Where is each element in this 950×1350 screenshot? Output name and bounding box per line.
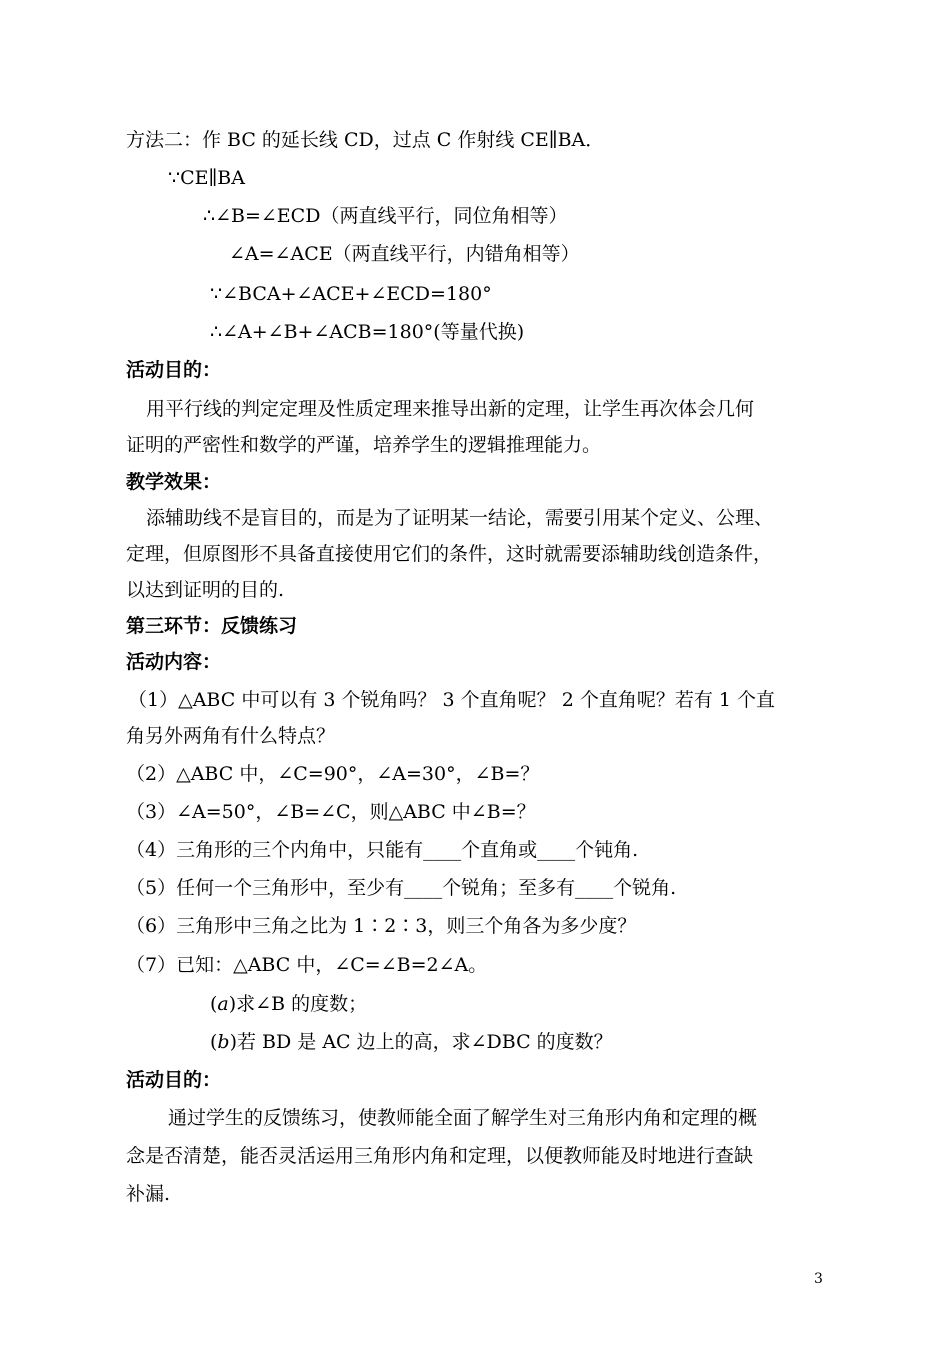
section-three-heading: 第三环节：反馈练习: [126, 615, 298, 637]
goal-paragraph-1-line-1: 用平行线的判定定理及性质定理来推导出新的定理，让学生再次体会几何: [146, 398, 755, 420]
exercise-5: （5）任何一个三角形中，至少有____个锐角；至多有____个锐角.: [126, 877, 677, 899]
exercise-7a-tag: a: [217, 993, 229, 1015]
page-number: 3: [814, 1271, 823, 1287]
paren-open: (: [210, 993, 218, 1015]
proof-line-3: ∠A=∠ACE（两直线平行，内错角相等）: [229, 243, 580, 265]
effect-line-2: 定理，但原图形不具备直接使用它们的条件，这时就需要添辅助线创造条件，: [126, 543, 773, 565]
exercise-4: （4）三角形的三个内角中，只能有____个直角或____个钝角.: [126, 839, 639, 861]
exercise-7: （7）已知：△ABC 中，∠C=∠B=2∠A。: [126, 954, 488, 976]
goal-heading-2: 活动目的：: [126, 1069, 222, 1091]
exercise-3: （3）∠A=50°，∠B=∠C，则△ABC 中∠B=？: [126, 801, 536, 823]
exercise-7a-text: )求∠B 的度数；: [228, 993, 368, 1015]
exercise-2: （2）△ABC 中，∠C=90°，∠A=30°，∠B=？: [126, 763, 540, 785]
goal-heading-1: 活动目的：: [126, 359, 222, 381]
proof-line-1: ∵CE∥BA: [168, 167, 245, 189]
proof-line-4: ∵∠BCA+∠ACE+∠ECD=180°: [210, 283, 492, 305]
effect-line-3: 以达到证明的目的.: [126, 579, 285, 601]
paren-open: (: [210, 1031, 218, 1053]
exercise-7b-text: )若 BD 是 AC 边上的高，求∠DBC 的度数？: [229, 1031, 613, 1053]
proof-line-5: ∴∠A+∠B+∠ACB=180°(等量代换): [210, 321, 525, 343]
exercise-6: （6）三角形中三角之比为 1∶2∶3，则三个角各为多少度？: [126, 915, 637, 937]
exercise-1-line-2: 角另外两角有什么特点？: [126, 725, 336, 747]
exercise-7a: [210, 992, 367, 1016]
goal-paragraph-2-line-2: 念是否清楚，能否灵活运用三角形内角和定理，以便教师能及时地进行查缺: [126, 1145, 754, 1167]
exercise-7b-tag: b: [217, 1031, 230, 1053]
goal-paragraph-1-line-2: 证明的严密性和数学的严谨，培养学生的逻辑推理能力。: [126, 434, 602, 456]
exercise-7b: [210, 1030, 613, 1054]
goal-paragraph-2-line-1: 通过学生的反馈练习，使教师能全面了解学生对三角形内角和定理的概: [168, 1107, 758, 1129]
proof-line-2: ∴∠B=∠ECD（两直线平行，同位角相等）: [203, 205, 568, 227]
goal-paragraph-2-line-3: 补漏.: [126, 1183, 171, 1205]
exercise-1-line-1: （1）△ABC 中可以有 3 个锐角吗？ 3 个直角呢？ 2 个直角呢？若有 1 个直: [128, 689, 775, 711]
activity-content-heading: 活动内容：: [126, 651, 222, 673]
effect-line-1: 添辅助线不是盲目的，而是为了证明某一结论，需要引用某个定义、公理、: [146, 507, 774, 529]
proof-method-two: 方法二：作 BC 的延长线 CD，过点 C 作射线 CE∥BA．: [126, 129, 605, 151]
effect-heading: 教学效果：: [126, 471, 222, 493]
